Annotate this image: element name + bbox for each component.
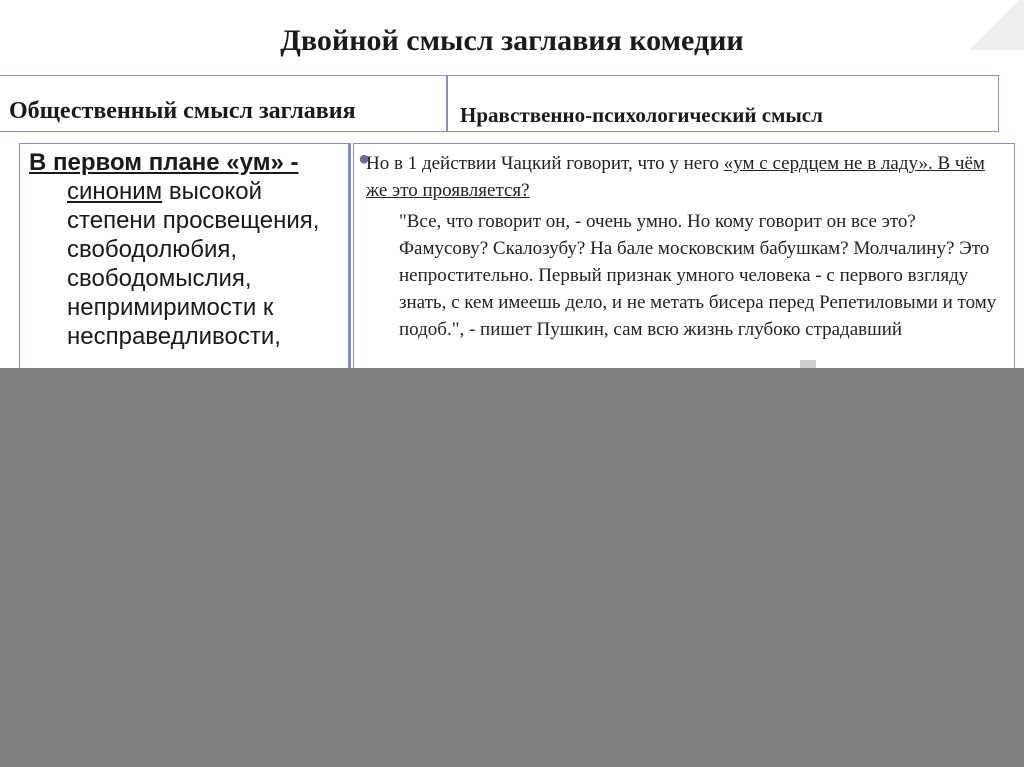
header-social-meaning — [0, 75, 448, 132]
header-left-label: Общественный смысл заглавия — [9, 98, 356, 124]
p1-underlined: «ум с сердцем не в ладу». В чём же это проявляется? — [366, 153, 985, 201]
header-right-label: Нравственно-психологический смысл — [460, 103, 823, 127]
left-body-rest: высокой степени просвещения, свободолюбия, свободомыслия, непримиримости к несправедливости, — [67, 178, 320, 350]
left-column-text — [29, 148, 347, 351]
right-paragraph-1 — [366, 150, 1006, 204]
right-quote: "Все, что говорит он, - очень умно. Но кому говорит он все это? Фамусову? Скалозубу? На бале московским бабушкам? Молчалину? Это непростительно. Первый признак умного человека - с первого взгляду знать, с кем имеешь дело, и не метать бисера перед Репетиловыми и тому подоб.", - пишет Пушкин, сам всю жизнь глубоко страдавший — [399, 211, 997, 340]
synonym-word: синоним — [67, 178, 163, 205]
left-body — [29, 177, 347, 351]
right-column-text — [366, 150, 1006, 343]
slide-title: Двойной смысл заглавия комедии — [280, 24, 744, 57]
p1-start: Но в 1 действии Чацкий говорит, что у него — [366, 153, 724, 174]
gray-overlay — [0, 368, 1024, 767]
left-lead: В первом плане «ум» - — [29, 149, 299, 176]
header-moral-meaning — [447, 75, 999, 132]
bullet-icon: ● — [358, 148, 371, 170]
